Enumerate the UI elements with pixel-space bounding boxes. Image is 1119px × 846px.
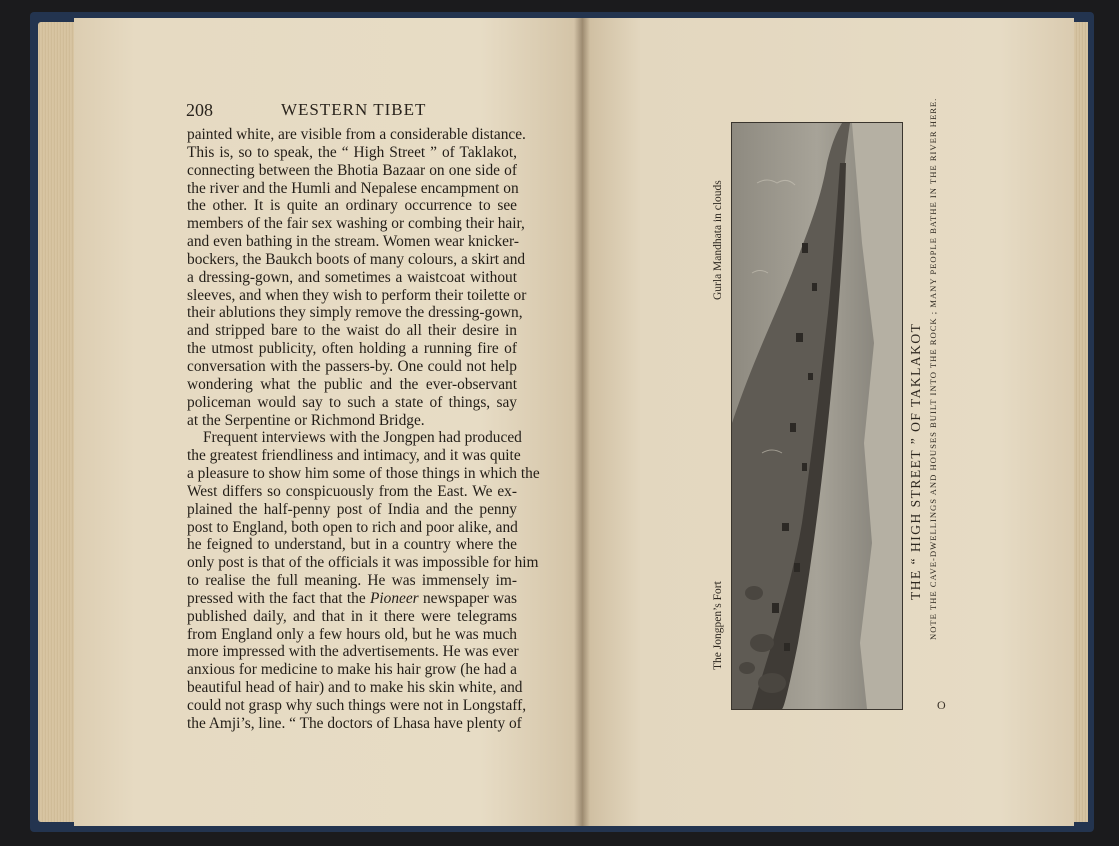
- text-line: could not grasp why such things were not in Longstaff,: [187, 697, 527, 714]
- text-line: a dressing-gown, and sometimes a waistcoat without: [187, 268, 517, 286]
- text-line: West differs so conspicuously from the East. We ex-: [187, 482, 517, 500]
- text-line: the Amji’s, line. “ The doctors of Lhasa have plenty of: [187, 714, 522, 732]
- text-line: post to England, both open to rich and poor alike, and: [187, 518, 518, 536]
- running-head: WESTERN TIBET: [281, 100, 427, 119]
- text-line: bockers, the Baukch boots of many colours, a skirt and: [187, 250, 526, 268]
- text-line: wondering what the public and the ever-observant: [187, 375, 517, 393]
- text-line: the river and the Humli and Nepalese encampment on: [187, 179, 519, 197]
- signature-mark: O: [937, 698, 946, 712]
- plate-title: THE “ HIGH STREET ” OF TAKLAKOT: [908, 322, 923, 600]
- text-line: painted white, are visible from a considerable distance.: [187, 126, 526, 143]
- text-line: the utmost publicity, often holding a running fire of: [187, 340, 517, 358]
- text-line: the other. It is quite an ordinary occurrence to see: [187, 197, 517, 215]
- text-line: and stripped bare to the waist do all their desire in: [187, 322, 517, 340]
- text-line: to realise the full meaning. He was immensely im-: [187, 572, 517, 590]
- body-text: [187, 126, 540, 733]
- landscape-photo: [732, 123, 902, 709]
- text-line: policeman would say to such a state of things, say: [187, 393, 517, 411]
- text-line: members of the fair sex washing or combing their hair,: [187, 215, 525, 233]
- text-line: at the Serpentine or Richmond Bridge.: [187, 411, 425, 429]
- text-line: beautiful head of hair) and to make his skin white, and: [187, 679, 523, 697]
- text-line: pressed with the fact that the Pioneer newspaper was: [187, 589, 517, 607]
- text-line: from England only a few hours old, but he was much: [187, 625, 517, 643]
- text-line: the greatest friendliness and intimacy, and it was quite: [187, 447, 521, 465]
- photo-plate: [731, 122, 903, 710]
- book-gutter: [574, 18, 590, 826]
- photo-caption-right: Gurla Mandhata in clouds: [712, 180, 724, 300]
- text-line: their ablutions they simply remove the dressing-gown,: [187, 304, 523, 322]
- text-line: Frequent interviews with the Jongpen had produced: [203, 429, 522, 447]
- text-line: more impressed with the advertisements. He was ever: [187, 643, 519, 661]
- text-line: anxious for medicine to make his hair grow (he had a: [187, 661, 517, 679]
- text-line: a pleasure to show him some of those things in which the: [187, 465, 540, 483]
- text-line: This is, so to speak, the “ High Street ” of Taklakot,: [187, 143, 517, 161]
- page-number: 208: [186, 100, 213, 120]
- text-line: sleeves, and when they wish to perform their toilette or: [187, 286, 527, 304]
- text-line: and even bathing in the stream. Women wear knicker-: [187, 233, 519, 251]
- text-line: plained the half-penny post of India and the penny: [187, 500, 517, 518]
- text-line: only post is that of the officials it was impossible for him: [187, 554, 539, 572]
- text-line: connecting between the Bhotia Bazaar on one side of: [187, 161, 517, 179]
- text-line: published daily, and that in it there were telegrams: [187, 607, 517, 625]
- photo-caption-left: The Jongpen’s Fort: [712, 581, 724, 670]
- plate-subtitle: NOTE THE CAVE-DWELLINGS AND HOUSES BUILT INTO THE ROCK ; MANY PEOPLE BATHE IN THE RIVER HERE.: [928, 97, 938, 640]
- newspaper-title: Pioneer: [369, 589, 419, 607]
- text-line: he feigned to understand, but in a country where the: [187, 536, 517, 554]
- text-line: conversation with the passers-by. One could not help: [187, 357, 517, 375]
